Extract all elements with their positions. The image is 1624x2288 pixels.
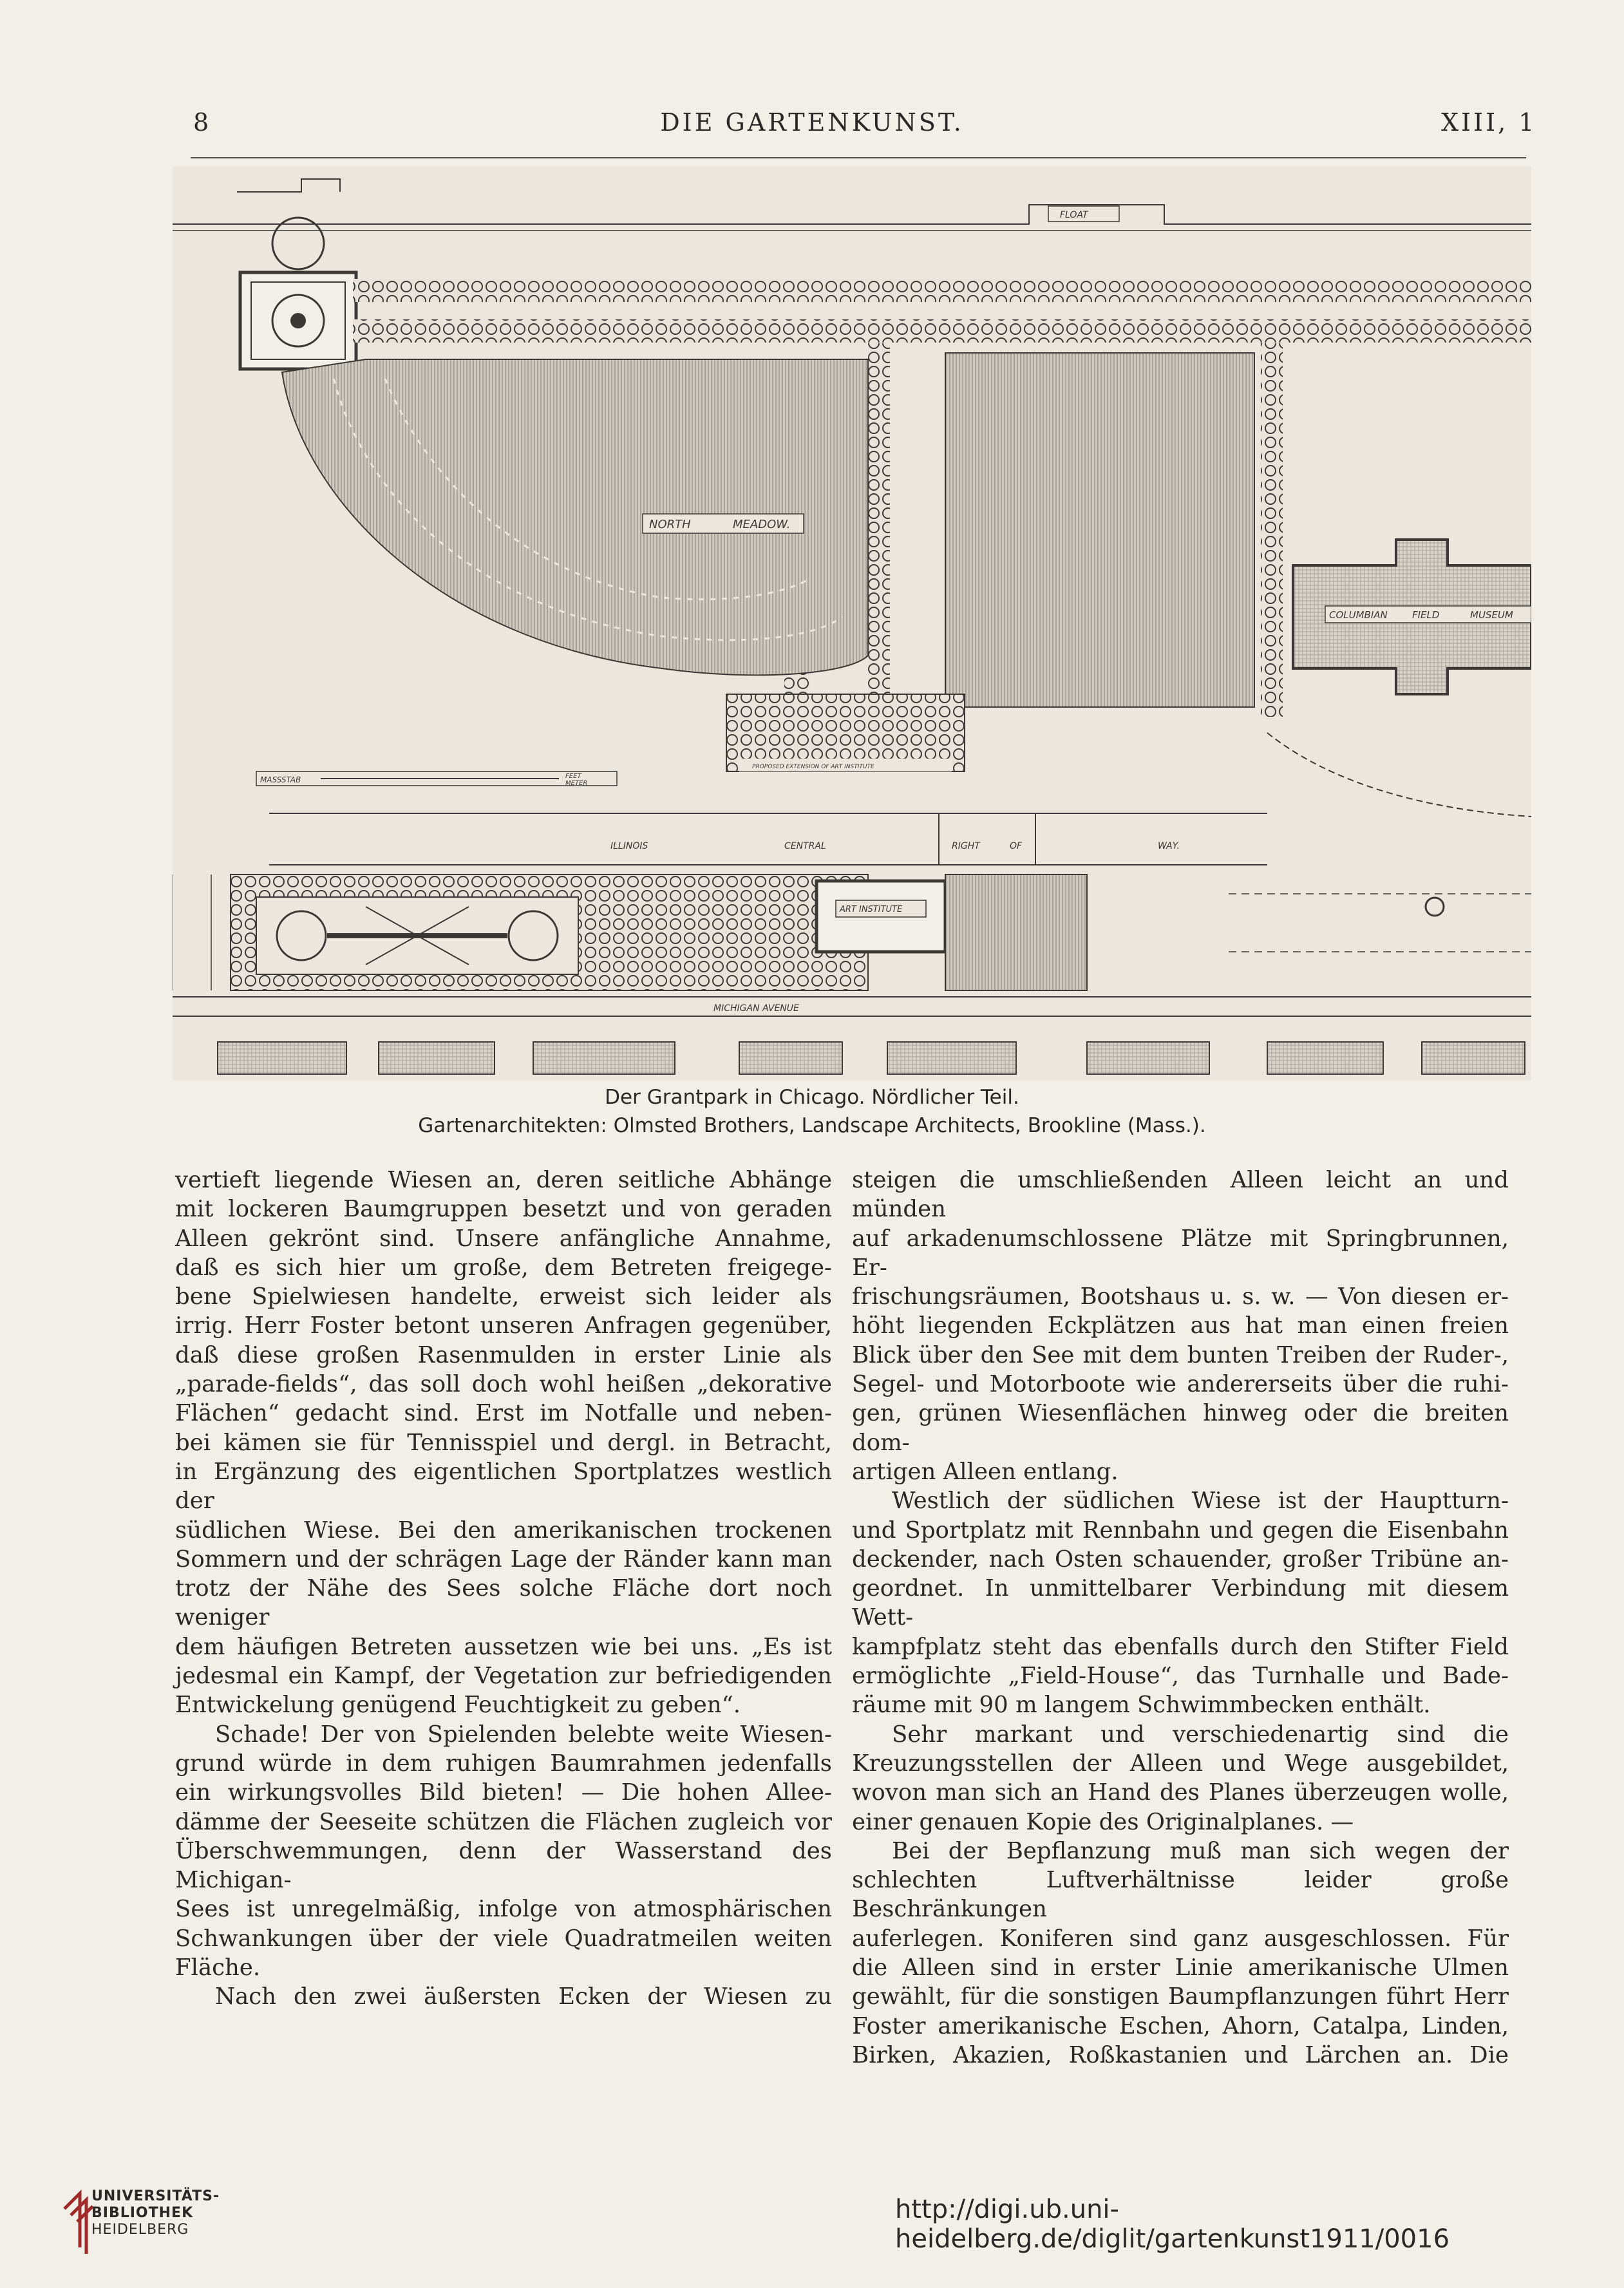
label-scale: MASSSTAB [260, 775, 301, 784]
text-line: geordnet. In unmittelbarer Verbindung mit diesem Wett- [852, 1575, 1509, 1631]
journal-title: DIE GARTENKUNST. [660, 108, 964, 137]
label-proposed: PROPOSED EXTENSION OF ART INSTITUTE [752, 764, 874, 770]
text-line: Sees ist unregelmäßig, infolge von atmosphärischen [175, 1896, 832, 1923]
figure-caption-line1: Der Grantpark in Chicago. Nördlicher Teil. [605, 1086, 1019, 1109]
text-line: Westlich der südlichen Wiese ist der Hauptturn- [892, 1488, 1509, 1515]
text-line: grund würde in dem ruhigen Baumrahmen jedenfalls [175, 1750, 832, 1777]
text-line: frischungsräumen, Bootshaus u. s. w. — Von diesen er- [852, 1283, 1509, 1310]
park-plan-figure [173, 166, 1531, 1081]
text-line: Birken, Akazien, Roßkastanien und Lärchen an. Die [852, 2041, 1509, 2068]
text-line: Flächen“ gedacht sind. Erst im Notfalle und neben- [175, 1400, 832, 1427]
text-line: artigen Alleen entlang. [852, 1458, 1119, 1485]
text-line: räume mit 90 m langem Schwimmbecken enthält. [852, 1692, 1431, 1719]
text-line: Alleen gekrönt sind. Unsere anfängliche Annahme, [175, 1225, 832, 1252]
text-line: die Alleen sind in erster Linie amerikanische Ulmen [852, 1954, 1509, 1981]
text-line: auf arkadenumschlossene Plätze mit Springbrunnen, Er- [852, 1225, 1509, 1281]
label-of: OF [1010, 841, 1023, 851]
label-field: FIELD [1412, 609, 1440, 621]
label-art-institute: ART INSTITUTE [840, 905, 903, 914]
text-line: steigen die umschließenden Alleen leicht an und münden [852, 1167, 1509, 1223]
page-number: 8 [193, 108, 212, 137]
text-line: einer genauen Kopie des Originalplanes. — [852, 1808, 1354, 1835]
text-line: trotz der Nähe des Sees solche Fläche dort noch weniger [175, 1575, 832, 1631]
text-line: vertieft liegende Wiesen an, deren seitliche Abhänge [175, 1167, 832, 1193]
label-columbian: COLUMBIAN [1329, 609, 1388, 621]
figure-caption-line2: Gartenarchitekten: Olmsted Brothers, Landscape Architects, Brookline (Mass.). [418, 1114, 1206, 1137]
text-line: gen, grünen Wiesenflächen hinweg oder die breiten dom- [852, 1400, 1509, 1456]
text-line: Kreuzungsstellen der Alleen und Wege ausgebildet, [852, 1750, 1509, 1777]
label-meter: METER [565, 780, 588, 787]
label-way: WAY. [1158, 841, 1180, 851]
text-line: mit lockeren Baumgruppen besetzt und von geraden [175, 1196, 832, 1223]
text-line: und Sportplatz mit Rennbahn und gegen die Eisenbahn [852, 1517, 1509, 1544]
text-line: Bei der Bepflanzung muß man sich wegen der [892, 1837, 1509, 1864]
text-line: Sehr markant und verschiedenartig sind die [892, 1721, 1509, 1748]
label-illinois: ILLINOIS [610, 841, 648, 851]
text-line: kampfplatz steht das ebenfalls durch den Stifter Field [852, 1633, 1509, 1660]
library-name-line3: HEIDELBERG [91, 2222, 189, 2238]
text-line: Schwankungen über der viele Quadratmeilen weiten [175, 1925, 832, 1952]
text-line: jedesmal ein Kampf, der Vegetation zur befriedigenden [175, 1663, 832, 1690]
text-line: Foster amerikanische Eschen, Ahorn, Catalpa, Linden, [852, 2012, 1509, 2039]
text-line: „parade-fields“, das soll doch wohl heißen „dekorative [175, 1371, 832, 1398]
text-line: gewählt, für die sonstigen Baumpflanzungen führt Herr [852, 1983, 1509, 2010]
text-line: dämme der Seeseite schützen die Flächen zugleich vor [175, 1808, 832, 1835]
text-line: ermöglichte „Field-House“, das Turnhalle und Bade- [852, 1663, 1509, 1690]
label-right: RIGHT [952, 841, 980, 851]
text-line: wovon man sich an Hand des Planes überzeugen wolle, [852, 1779, 1509, 1806]
label-central: CENTRAL [784, 841, 826, 851]
text-line: Nach den zwei äußersten Ecken der Wiesen zu [215, 1983, 832, 2010]
label-feet: FEET [565, 773, 581, 780]
text-line: Überschwemmungen, denn der Wasserstand des Michigan- [175, 1837, 832, 1894]
text-line: Fläche. [175, 1954, 261, 1981]
text-line: Sommern und der schrägen Lage der Ränder kann man [175, 1546, 832, 1573]
library-name-line1: UNIVERSITÄTS- [91, 2188, 220, 2204]
library-name-line2: BIBLIOTHEK [91, 2205, 194, 2221]
text-line: daß es sich hier um große, dem Betreten freigege- [175, 1254, 832, 1281]
text-line: südlichen Wiese. Bei den amerikanischen trockenen [175, 1517, 832, 1544]
header-rule [191, 157, 1526, 158]
text-line: schlechten Luftverhältnisse leider große Beschränkungen [852, 1867, 1509, 1923]
running-header [0, 108, 1624, 147]
label-float: FLOAT [1060, 210, 1088, 220]
text-line: bene Spielwiesen handelte, erweist sich leider als [175, 1283, 832, 1310]
text-column-right [852, 1166, 1509, 2070]
label-michigan-avenue: MICHIGAN AVENUE [713, 1003, 799, 1014]
text-column-left [175, 1166, 832, 2012]
text-line: dem häufigen Betreten aussetzen wie bei uns. „Es ist [175, 1633, 832, 1660]
text-line: Entwickelung genügend Feuchtigkeit zu geben“. [175, 1692, 741, 1719]
label-museum: MUSEUM [1470, 609, 1513, 621]
text-line: auferlegen. Koniferen sind ganz ausgeschlossen. Für [852, 1925, 1509, 1952]
text-line: Schade! Der von Spielenden belebte weite Wiesen- [215, 1721, 832, 1748]
text-line: ein wirkungsvolles Bild bieten! — Die hohen Allee- [175, 1779, 832, 1806]
issue-number: XIII, 1 [1441, 108, 1537, 137]
source-url-link[interactable]: http://digi.ub.uni-heidelberg.de/diglit/gartenkunst1911/0016 [895, 2195, 1450, 2254]
text-line: in Ergänzung des eigentlichen Sportplatzes westlich der [175, 1458, 832, 1515]
text-line: höht liegenden Eckplätzen aus hat man einen freien [852, 1312, 1509, 1339]
label-north: NORTH [649, 518, 691, 531]
text-line: bei kämen sie für Tennisspiel und dergl. in Betracht, [175, 1429, 832, 1456]
text-line: deckender, nach Osten schauender, großer Tribüne an- [852, 1546, 1509, 1573]
label-meadow: MEADOW. [733, 518, 791, 531]
text-line: Segel- und Motorboote wie andererseits über die ruhi- [852, 1371, 1509, 1398]
text-line: Blick über den See mit dem bunten Treiben der Ruder-, [852, 1341, 1509, 1368]
text-line: irrig. Herr Foster betont unseren Anfragen gegenüber, [175, 1312, 832, 1339]
library-name [91, 2188, 220, 2238]
text-line: daß diese großen Rasenmulden in erster Linie als [175, 1341, 832, 1368]
